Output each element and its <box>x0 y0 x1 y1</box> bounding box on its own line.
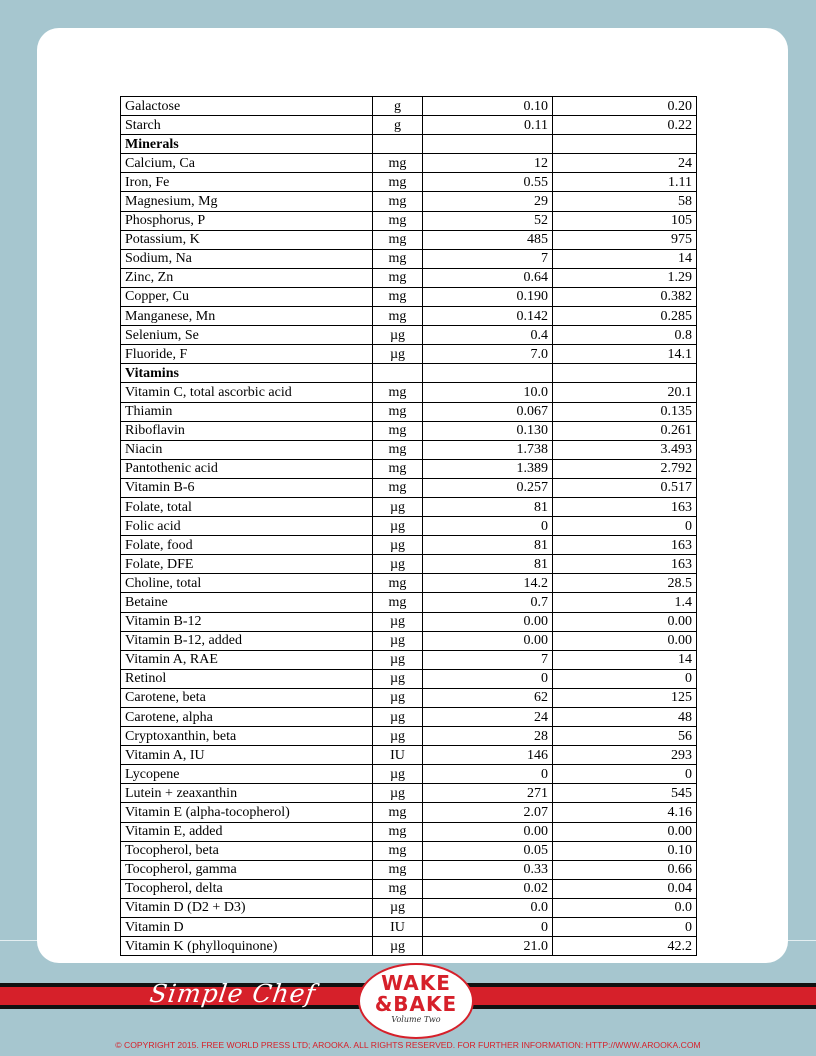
table-row <box>121 746 697 765</box>
unit-cell: mg <box>373 421 423 440</box>
value-cell: 24 <box>553 154 697 173</box>
value-cell: 28 <box>423 727 553 746</box>
value-cell: 0.33 <box>423 860 553 879</box>
value-cell: 0 <box>553 669 697 688</box>
nutrient-name: Niacin <box>121 440 373 459</box>
value-cell: 0.285 <box>553 307 697 326</box>
table-row <box>121 841 697 860</box>
nutrient-name: Vitamin E (alpha-tocopherol) <box>121 803 373 822</box>
value-cell: 1.11 <box>553 173 697 192</box>
nutrient-name: Manganese, Mn <box>121 307 373 326</box>
table-row <box>121 478 697 497</box>
value-cell: 10.0 <box>423 383 553 402</box>
table-row <box>121 688 697 707</box>
value-cell: 28.5 <box>553 574 697 593</box>
value-cell: 0.00 <box>553 822 697 841</box>
nutrient-name: Folic acid <box>121 517 373 536</box>
unit-cell: g <box>373 116 423 135</box>
value-cell: 0.382 <box>553 287 697 306</box>
value-cell: 0.55 <box>423 173 553 192</box>
nutrient-name: Copper, Cu <box>121 287 373 306</box>
value-cell: 0.0 <box>423 898 553 917</box>
nutrient-name: Fluoride, F <box>121 345 373 364</box>
value-cell: 81 <box>423 536 553 555</box>
nutrient-name: Vitamin B-12, added <box>121 631 373 650</box>
value-cell <box>553 364 697 383</box>
nutrient-name: Betaine <box>121 593 373 612</box>
logo-subtitle: Volume Two <box>391 1015 441 1024</box>
value-cell: 485 <box>423 230 553 249</box>
table-row <box>121 784 697 803</box>
unit-cell: µg <box>373 650 423 669</box>
unit-cell: mg <box>373 307 423 326</box>
value-cell: 163 <box>553 555 697 574</box>
table-row <box>121 459 697 478</box>
table-row <box>121 879 697 898</box>
value-cell: 0.00 <box>423 822 553 841</box>
value-cell: 0.4 <box>423 326 553 345</box>
brand-simple-chef: Simple Chef <box>147 979 318 1008</box>
table-row <box>121 383 697 402</box>
value-cell: 3.493 <box>553 440 697 459</box>
unit-cell: µg <box>373 669 423 688</box>
nutrient-name: Folate, DFE <box>121 555 373 574</box>
value-cell: 0.00 <box>553 631 697 650</box>
value-cell: 7 <box>423 249 553 268</box>
unit-cell: IU <box>373 918 423 937</box>
value-cell: 1.738 <box>423 440 553 459</box>
table-row <box>121 402 697 421</box>
value-cell: 21.0 <box>423 937 553 956</box>
unit-cell: µg <box>373 536 423 555</box>
logo-line-1: WAKE <box>381 971 451 995</box>
unit-cell: mg <box>373 287 423 306</box>
nutrient-name: Iron, Fe <box>121 173 373 192</box>
value-cell: 0.067 <box>423 402 553 421</box>
unit-cell: mg <box>373 593 423 612</box>
table-row <box>121 345 697 364</box>
unit-cell: µg <box>373 688 423 707</box>
unit-cell: µg <box>373 727 423 746</box>
unit-cell: mg <box>373 230 423 249</box>
nutrient-name: Folate, food <box>121 536 373 555</box>
unit-cell: µg <box>373 517 423 536</box>
value-cell: 81 <box>423 555 553 574</box>
nutrient-name: Retinol <box>121 669 373 688</box>
unit-cell: mg <box>373 192 423 211</box>
nutrient-name: Vitamin A, IU <box>121 746 373 765</box>
nutrient-name: Vitamin D <box>121 918 373 937</box>
table-row <box>121 937 697 956</box>
table-row <box>121 440 697 459</box>
nutrient-name: Choline, total <box>121 574 373 593</box>
value-cell: 0.0 <box>553 898 697 917</box>
value-cell: 975 <box>553 230 697 249</box>
unit-cell: µg <box>373 898 423 917</box>
value-cell: 0.00 <box>553 612 697 631</box>
nutrient-name: Minerals <box>121 135 373 154</box>
table-row <box>121 918 697 937</box>
value-cell <box>423 135 553 154</box>
value-cell: 0.00 <box>423 631 553 650</box>
value-cell: 105 <box>553 211 697 230</box>
value-cell: 1.4 <box>553 593 697 612</box>
unit-cell: mg <box>373 211 423 230</box>
unit-cell: µg <box>373 631 423 650</box>
unit-cell: µg <box>373 345 423 364</box>
value-cell: 0.66 <box>553 860 697 879</box>
value-cell: 0.02 <box>423 879 553 898</box>
value-cell: 0.142 <box>423 307 553 326</box>
table-row <box>121 631 697 650</box>
value-cell: 1.389 <box>423 459 553 478</box>
value-cell: 81 <box>423 497 553 516</box>
unit-cell: mg <box>373 478 423 497</box>
unit-cell: mg <box>373 402 423 421</box>
value-cell: 146 <box>423 746 553 765</box>
value-cell: 125 <box>553 688 697 707</box>
unit-cell: µg <box>373 708 423 727</box>
table-row <box>121 803 697 822</box>
table-row <box>121 154 697 173</box>
unit-cell: mg <box>373 459 423 478</box>
unit-cell: IU <box>373 746 423 765</box>
nutrient-name: Phosphorus, P <box>121 211 373 230</box>
nutrient-name: Tocopherol, beta <box>121 841 373 860</box>
value-cell: 14.2 <box>423 574 553 593</box>
value-cell <box>423 364 553 383</box>
nutrient-table <box>120 96 697 956</box>
table-row <box>121 822 697 841</box>
value-cell: 0.64 <box>423 268 553 287</box>
unit-cell: mg <box>373 440 423 459</box>
value-cell: 0.22 <box>553 116 697 135</box>
value-cell: 7.0 <box>423 345 553 364</box>
nutrient-name: Lycopene <box>121 765 373 784</box>
value-cell: 0.7 <box>423 593 553 612</box>
value-cell: 56 <box>553 727 697 746</box>
value-cell: 0.190 <box>423 287 553 306</box>
table-row <box>121 898 697 917</box>
nutrient-name: Magnesium, Mg <box>121 192 373 211</box>
unit-cell: µg <box>373 612 423 631</box>
nutrient-name: Cryptoxanthin, beta <box>121 727 373 746</box>
logo-line-2: &BAKE <box>374 992 458 1016</box>
value-cell: 0 <box>423 765 553 784</box>
nutrient-name: Riboflavin <box>121 421 373 440</box>
nutrient-name: Vitamin K (phylloquinone) <box>121 937 373 956</box>
nutrient-name: Pantothenic acid <box>121 459 373 478</box>
unit-cell: mg <box>373 879 423 898</box>
nutrient-name: Carotene, alpha <box>121 708 373 727</box>
value-cell: 0.11 <box>423 116 553 135</box>
unit-cell: µg <box>373 555 423 574</box>
nutrient-name: Thiamin <box>121 402 373 421</box>
value-cell: 0.05 <box>423 841 553 860</box>
value-cell: 58 <box>553 192 697 211</box>
table-row <box>121 421 697 440</box>
table-row <box>121 536 697 555</box>
value-cell: 0.517 <box>553 478 697 497</box>
value-cell: 545 <box>553 784 697 803</box>
value-cell: 2.792 <box>553 459 697 478</box>
table-row <box>121 517 697 536</box>
nutrient-name: Galactose <box>121 97 373 116</box>
value-cell: 0.130 <box>423 421 553 440</box>
table-row <box>121 574 697 593</box>
unit-cell: mg <box>373 383 423 402</box>
unit-cell: µg <box>373 765 423 784</box>
table-row <box>121 860 697 879</box>
unit-cell <box>373 135 423 154</box>
value-cell: 48 <box>553 708 697 727</box>
wake-bake-logo <box>358 963 474 1039</box>
value-cell: 0 <box>423 669 553 688</box>
nutrient-name: Carotene, beta <box>121 688 373 707</box>
table-row <box>121 326 697 345</box>
nutrient-name: Tocopherol, delta <box>121 879 373 898</box>
table-row <box>121 192 697 211</box>
table-row <box>121 116 697 135</box>
value-cell: 20.1 <box>553 383 697 402</box>
unit-cell: mg <box>373 860 423 879</box>
value-cell: 62 <box>423 688 553 707</box>
unit-cell: µg <box>373 326 423 345</box>
value-cell: 0 <box>553 765 697 784</box>
nutrient-name: Potassium, K <box>121 230 373 249</box>
unit-cell: µg <box>373 497 423 516</box>
value-cell: 293 <box>553 746 697 765</box>
unit-cell: mg <box>373 822 423 841</box>
value-cell: 0.135 <box>553 402 697 421</box>
value-cell: 0.257 <box>423 478 553 497</box>
nutrient-table-body <box>121 97 697 956</box>
nutrient-name: Zinc, Zn <box>121 268 373 287</box>
value-cell: 52 <box>423 211 553 230</box>
value-cell: 0 <box>553 918 697 937</box>
table-row <box>121 307 697 326</box>
table-row <box>121 650 697 669</box>
unit-cell: µg <box>373 784 423 803</box>
value-cell: 4.16 <box>553 803 697 822</box>
value-cell: 0 <box>423 517 553 536</box>
table-row <box>121 249 697 268</box>
table-row <box>121 727 697 746</box>
nutrient-name: Vitamin C, total ascorbic acid <box>121 383 373 402</box>
value-cell: 0.8 <box>553 326 697 345</box>
unit-cell <box>373 364 423 383</box>
unit-cell: mg <box>373 803 423 822</box>
value-cell: 24 <box>423 708 553 727</box>
unit-cell: mg <box>373 249 423 268</box>
nutrient-name: Vitamin B-12 <box>121 612 373 631</box>
unit-cell: g <box>373 97 423 116</box>
value-cell <box>553 135 697 154</box>
value-cell: 14 <box>553 650 697 669</box>
value-cell: 0.10 <box>553 841 697 860</box>
value-cell: 0 <box>553 517 697 536</box>
table-row <box>121 555 697 574</box>
nutrient-name: Selenium, Se <box>121 326 373 345</box>
unit-cell: mg <box>373 574 423 593</box>
nutrient-name: Vitamins <box>121 364 373 383</box>
value-cell: 163 <box>553 497 697 516</box>
table-row <box>121 173 697 192</box>
value-cell: 0.10 <box>423 97 553 116</box>
copyright-notice: © COPYRIGHT 2015. FREE WORLD PRESS LTD; AROOKA. ALL RIGHTS RESERVED. FOR FURTHER INFORMATION: HTTP://WWW.AROOKA.COM <box>115 1040 701 1050</box>
nutrient-name: Vitamin A, RAE <box>121 650 373 669</box>
value-cell: 14.1 <box>553 345 697 364</box>
nutrient-name: Vitamin E, added <box>121 822 373 841</box>
nutrient-name: Starch <box>121 116 373 135</box>
value-cell: 0 <box>423 918 553 937</box>
table-row <box>121 268 697 287</box>
nutrient-name: Folate, total <box>121 497 373 516</box>
value-cell: 7 <box>423 650 553 669</box>
value-cell: 0.00 <box>423 612 553 631</box>
value-cell: 2.07 <box>423 803 553 822</box>
table-row <box>121 211 697 230</box>
unit-cell: mg <box>373 841 423 860</box>
unit-cell: µg <box>373 937 423 956</box>
nutrient-name: Calcium, Ca <box>121 154 373 173</box>
table-row <box>121 708 697 727</box>
value-cell: 0.261 <box>553 421 697 440</box>
value-cell: 1.29 <box>553 268 697 287</box>
nutrient-name: Tocopherol, gamma <box>121 860 373 879</box>
value-cell: 271 <box>423 784 553 803</box>
table-row <box>121 612 697 631</box>
unit-cell: mg <box>373 154 423 173</box>
table-row <box>121 230 697 249</box>
unit-cell: mg <box>373 173 423 192</box>
value-cell: 29 <box>423 192 553 211</box>
section-header-row <box>121 364 697 383</box>
nutrient-name: Lutein + zeaxanthin <box>121 784 373 803</box>
table-row <box>121 287 697 306</box>
table-row <box>121 593 697 612</box>
value-cell: 42.2 <box>553 937 697 956</box>
unit-cell: mg <box>373 268 423 287</box>
value-cell: 12 <box>423 154 553 173</box>
table-row <box>121 765 697 784</box>
value-cell: 14 <box>553 249 697 268</box>
nutrient-name: Vitamin B-6 <box>121 478 373 497</box>
section-header-row <box>121 135 697 154</box>
nutrient-name: Vitamin D (D2 + D3) <box>121 898 373 917</box>
value-cell: 163 <box>553 536 697 555</box>
table-row <box>121 669 697 688</box>
table-row <box>121 497 697 516</box>
nutrient-name: Sodium, Na <box>121 249 373 268</box>
value-cell: 0.04 <box>553 879 697 898</box>
value-cell: 0.20 <box>553 97 697 116</box>
table-row <box>121 97 697 116</box>
